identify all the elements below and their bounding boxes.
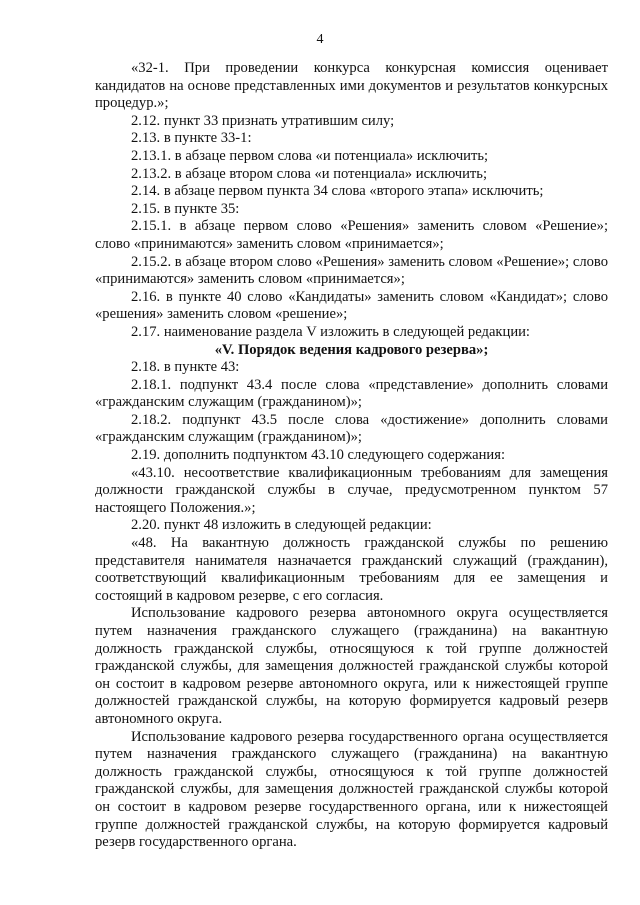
paragraph: «43.10. несоответствие квалификационным требованиям для замещения должности гражданской службы в случае, предусмотренном пунктом 57 настоящего Положения.»; (95, 464, 608, 516)
paragraph: 2.17. наименование раздела V изложить в следующей редакции: (131, 323, 530, 340)
document-body (95, 60, 608, 852)
paragraph: 2.15.2. в абзаце втором слово «Решения» заменить словом «Решение»; слово «принимаются» заменить словом «принимается»; (95, 253, 608, 288)
page-number: 4 (316, 32, 324, 47)
paragraph: 2.15.1. в абзаце первом слово «Решения» заменить словом «Решение»; слово «принимаются» заменить словом «принимается»; (95, 218, 608, 252)
paragraph: Использование кадрового резерва государственного органа осуществляется путем назначения гражданского служащего (гражданина) на вакантную должность гражданской службы, относящуюся к той группе должностей гражданской службы, для замещения должностей гражданской службы которой он состоит в кадровом резерве государственного органа, или к нижестоящей группе должностей гражданской службы, на которую формируется кадровый резерв государственного органа. (95, 728, 608, 851)
paragraph: 2.19. дополнить подпунктом 43.10 следующего содержания: (131, 447, 506, 464)
paragraph: 2.14. в абзаце первом пункта 34 слова «второго этапа» исключить; (131, 183, 544, 200)
paragraph: 2.13. в пункте 33-1: (131, 130, 252, 147)
paragraph: 2.15. в пункте 35: (131, 200, 240, 217)
paragraph: 2.16. в пункте 40 слово «Кандидаты» заменить словом «Кандидат»; слово «решения» заменить словом «решение»; (95, 288, 608, 323)
section-heading: «V. Порядок ведения кадрового резерва»; (214, 341, 489, 358)
paragraph: 2.12. пункт 33 признать утратившим силу; (131, 112, 395, 129)
paragraph: «48. На вакантную должность гражданской службы по решению представителя нанимателя назначается гражданский служащий (гражданин), соответствующий квалификационным требованиям для ее замещения и состоящий в кадровом резерве, с его согласия. (95, 535, 608, 604)
paragraph: 2.18. в пункте 43: (131, 359, 240, 376)
paragraph: 2.13.2. в абзаце втором слова «и потенциала» исключить; (131, 165, 487, 182)
paragraph: 2.18.1. подпункт 43.4 после слова «представление» дополнить словами «гражданским служащим (гражданином)»; (95, 376, 608, 411)
paragraph: 2.18.2. подпункт 43.5 после слова «достижение» дополнить словами «гражданским служащим (гражданином)»; (95, 411, 608, 446)
paragraph: «32-1. При проведении конкурса конкурсная комиссия оценивает кандидатов на основе представленных ими документов и результатов конкурсных процедур.»; (95, 60, 608, 112)
paragraph: 2.20. пункт 48 изложить в следующей редакции: (131, 517, 432, 534)
paragraph: Использование кадрового резерва автономного округа осуществляется путем назначения гражданского служащего (гражданина) на вакантную должность гражданской службы, относящуюся к той группе должностей гражданской службы, для замещения должностей гражданской службы которой он состоит в кадровом резерве автономного округа, или к нижестоящей группе должностей гражданской службы, на которую формируется кадровый резерв автономного округа. (95, 605, 608, 727)
paragraph: 2.13.1. в абзаце первом слова «и потенциала» исключить; (131, 147, 489, 164)
